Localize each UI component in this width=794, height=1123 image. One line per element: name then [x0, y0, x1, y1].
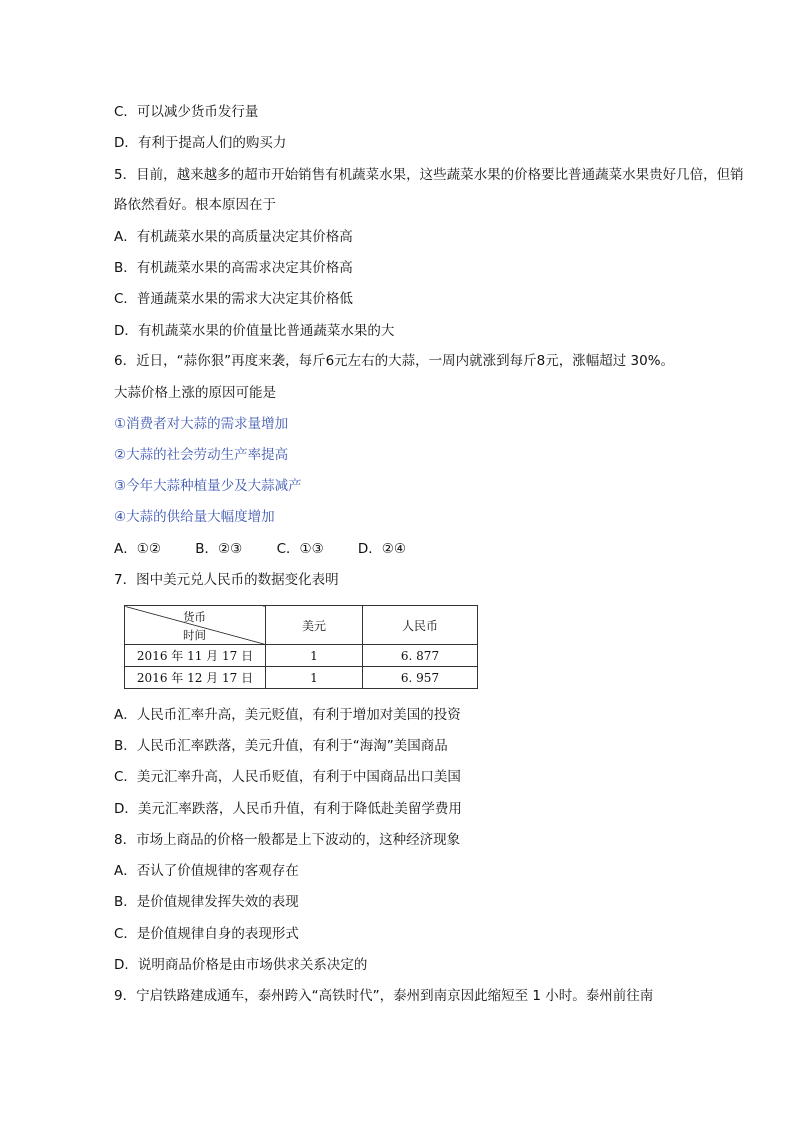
row-usd: 1	[266, 667, 363, 689]
row-cny: 6. 957	[363, 667, 478, 689]
q6-option-b: B．②③	[195, 541, 243, 557]
q5-option-d: D．有机蔬菜水果的价值量比普通蔬菜水果的大	[114, 323, 395, 339]
row-cny: 6. 877	[363, 645, 478, 667]
q8-option-b: B．是价值规律发挥失效的表现	[114, 894, 299, 910]
q5-stem-line2: 路依然看好。根本原因在于	[114, 197, 276, 213]
q6-statement-4: ④大蒜的供给量大幅度增加	[114, 509, 275, 525]
q6-stem-line1: 6．近日，“蒜你狠”再度来袭，每斤6元左右的大蒜，一周内就涨到每斤8元，涨幅超过 30%。	[114, 353, 675, 369]
diagonal-header-cell	[125, 606, 266, 645]
q6-options	[114, 540, 406, 558]
table-row	[125, 645, 478, 667]
q7-stem: 7．图中美元兑人民币的数据变化表明	[114, 572, 339, 588]
q5-option-b: B．有机蔬菜水果的高需求决定其价格高	[114, 260, 353, 276]
row-date: 2016 年 11 月 17 日	[125, 645, 266, 667]
q7-option-b: B．人民币汇率跌落，美元升值，有利于“海淘”美国商品	[114, 738, 448, 754]
q8-option-c: C．是价值规律自身的表现形式	[114, 926, 299, 942]
q5-stem-line1: 5．目前，越来越多的超市开始销售有机蔬菜水果，这些蔬菜水果的价格要比普通蔬菜水果贵好几倍，但销	[114, 167, 744, 183]
q5-option-a: A．有机蔬菜水果的高质量决定其价格高	[114, 229, 353, 245]
q6-statement-2: ②大蒜的社会劳动生产率提高	[114, 447, 289, 463]
header-currency-label: 货币	[183, 610, 206, 624]
q6-option-c: C．①③	[276, 541, 324, 557]
q4-option-d: D．有利于提高人们的购买力	[114, 135, 287, 151]
q6-option-a: A．①②	[114, 541, 161, 557]
q6-statement-3: ③今年大蒜种植量少及大蒜减产	[114, 478, 302, 494]
q7-option-a: A．人民币汇率升高，美元贬值，有利于增加对美国的投资	[114, 707, 461, 723]
q8-option-d: D．说明商品价格是由市场供求关系决定的	[114, 957, 368, 973]
q8-option-a: A．否认了价值规律的客观存在	[114, 863, 299, 879]
q6-statement-1: ①消费者对大蒜的需求量增加	[114, 416, 289, 432]
table-row	[125, 667, 478, 689]
row-date: 2016 年 12 月 17 日	[125, 667, 266, 689]
q9-stem: 9．宁启铁路建成通车，泰州跨入“高铁时代”，泰州到南京因此缩短至 1 小时。泰州前往南	[114, 988, 654, 1004]
q8-stem: 8．市场上商品的价格一般都是上下波动的，这种经济现象	[114, 832, 461, 848]
q7-option-c: C．美元汇率升高，人民币贬值，有利于中国商品出口美国	[114, 769, 461, 785]
header-cny: 人民币	[363, 606, 478, 645]
q6-option-d: D．②④	[357, 541, 406, 557]
q5-option-c: C．普通蔬菜水果的需求大决定其价格低	[114, 291, 353, 307]
table-header-row	[125, 606, 478, 645]
q7-option-d: D．美元汇率跌落，人民币升值，有利于降低赴美留学费用	[114, 801, 462, 817]
row-usd: 1	[266, 645, 363, 667]
exchange-rate-table	[124, 605, 478, 689]
header-time-label: 时间	[183, 628, 206, 642]
q6-stem-line2: 大蒜价格上涨的原因可能是	[114, 385, 276, 401]
header-usd: 美元	[266, 606, 363, 645]
q4-option-c: C．可以减少货币发行量	[114, 104, 259, 120]
